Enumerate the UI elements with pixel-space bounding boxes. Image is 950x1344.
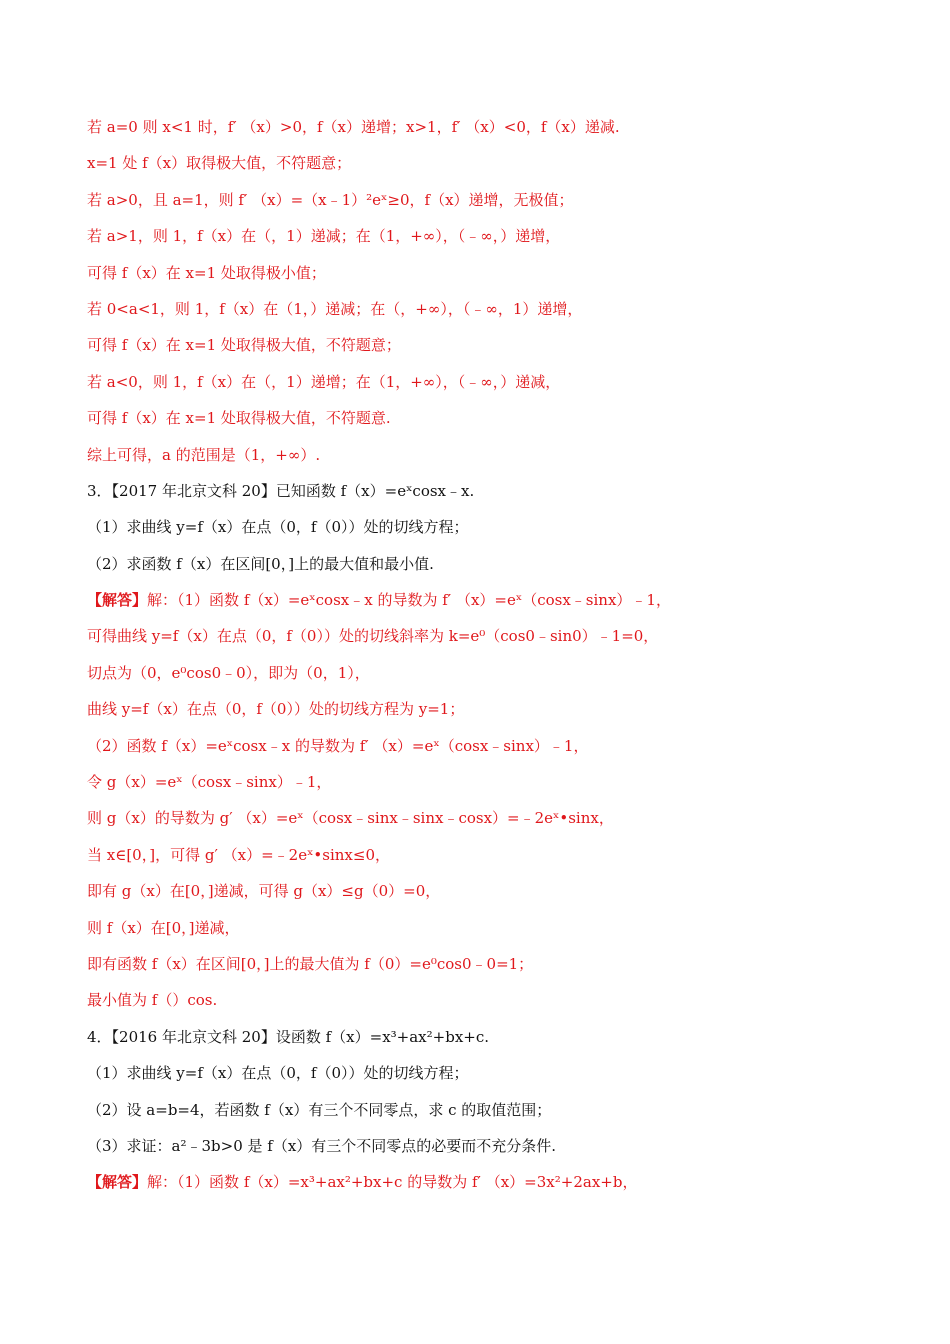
line-text: 令 g（x）=eˣ（cosx﹣sinx）﹣1， [87, 773, 332, 792]
text-line [87, 764, 887, 800]
line-text: 解：（1）函数 f（x）=eˣcosx﹣x 的导数为 f′ （x）=eˣ（cosx﹣sinx）﹣1， [147, 591, 671, 610]
text-line [87, 800, 887, 836]
line-text: 可得 f（x）在 x=1 处取得极大值，不符题意. [87, 409, 391, 428]
text-line [87, 728, 887, 764]
line-text: x=1 处 f（x）取得极大值，不符题意； [87, 154, 352, 173]
text-line [87, 837, 887, 873]
text-line [87, 1128, 887, 1164]
answer-tag: 【解答】 [87, 1173, 148, 1192]
text-line [87, 582, 887, 618]
line-text: 曲线 y=f（x）在点（0，f（0））处的切线方程为 y=1； [87, 700, 465, 719]
line-text: （2）求函数 f（x）在区间[0，]上的最大值和最小值. [87, 554, 434, 573]
line-text: 若 0<a<1，则 1，f（x）在（1，）递减；在（，+∞），（﹣∞，1）递增， [87, 299, 583, 318]
line-text: （1）求曲线 y=f（x）在点（0，f（0））处的切线方程； [87, 1064, 469, 1083]
line-text: 则 f（x）在[0，]递减， [87, 918, 240, 937]
line-text: （3）求证：a²﹣3b>0 是 f（x）有三个不同零点的必要而不充分条件. [87, 1136, 557, 1155]
text-line [87, 327, 887, 363]
line-text: 则 g（x）的导数为 g′ （x）=eˣ（cosx﹣sinx﹣sinx﹣cosx）=﹣2eˣ•sinx， [87, 809, 614, 828]
line-text: 4．【2016 年北京文科 20】设函数 f（x）=x³+ax²+bx+c. [87, 1027, 490, 1046]
text-line [87, 400, 887, 436]
line-text: 即有函数 f（x）在区间[0，]上的最大值为 f（0）=e⁰cos0﹣0=1； [87, 954, 534, 973]
text-line [87, 1164, 887, 1200]
line-text: 若 a>0，且 a=1，则 f′ （x）=（x﹣1）²eˣ≥0，f（x）递增，无极值； [87, 190, 574, 209]
line-text: 3．【2017 年北京文科 20】已知函数 f（x）=eˣcosx﹣x. [87, 481, 475, 500]
text-line [87, 145, 887, 181]
line-text: 可得 f（x）在 x=1 处取得极小值； [87, 263, 326, 282]
text-line [87, 291, 887, 327]
text-line [87, 109, 887, 145]
line-text: 可得 f（x）在 x=1 处取得极大值，不符题意； [87, 336, 401, 355]
text-line [87, 1019, 887, 1055]
line-text: 最小值为 f（）cos. [87, 991, 218, 1010]
text-line [87, 546, 887, 582]
text-line [87, 910, 887, 946]
line-text: 若 a<0，则 1，f（x）在（，1）递增；在（1，+∞），（﹣∞，）递减， [87, 372, 561, 391]
line-text: 可得曲线 y=f（x）在点（0，f（0））处的切线斜率为 k=e⁰（cos0﹣sin0）﹣1=0， [87, 627, 659, 646]
text-line [87, 946, 887, 982]
line-text: 若 a=0 则 x<1 时，f′ （x）>0，f（x）递增；x>1，f′ （x）<0，f（x）递减. [87, 118, 620, 136]
text-line [87, 1092, 887, 1128]
text-line [87, 691, 887, 727]
line-text: 解：（1）函数 f（x）=x³+ax²+bx+c 的导数为 f′ （x）=3x²+2ax+b， [147, 1173, 638, 1192]
text-line [87, 437, 887, 473]
line-text: 切点为（0，e⁰cos0﹣0），即为（0，1）， [87, 663, 370, 682]
line-text: （1）求曲线 y=f（x）在点（0，f（0））处的切线方程； [87, 518, 469, 537]
line-text: 即有 g（x）在[0，]递减，可得 g（x）≤g（0）=0， [87, 882, 441, 901]
text-line [87, 509, 887, 545]
text-line [87, 218, 887, 254]
text-line [87, 655, 887, 691]
line-text: 当 x∈[0，]，可得 g′ （x）=﹣2eˣ•sinx≤0， [87, 845, 391, 864]
line-text: （2）设 a=b=4，若函数 f（x）有三个不同零点，求 c 的取值范围； [87, 1100, 552, 1119]
line-text: 若 a>1，则 1，f（x）在（，1）递减；在（1，+∞），（﹣∞，）递增， [87, 227, 561, 246]
text-line [87, 473, 887, 509]
text-line [87, 364, 887, 400]
line-text: 综上可得，a 的范围是（1，+∞）. [87, 445, 321, 464]
text-line [87, 618, 887, 654]
text-line [87, 1055, 887, 1091]
text-line [87, 182, 887, 218]
answer-tag: 【解答】 [87, 591, 148, 610]
text-line [87, 873, 887, 909]
line-text: （2）函数 f（x）=eˣcosx﹣x 的导数为 f′ （x）=eˣ（cosx﹣sinx）﹣1， [87, 736, 589, 755]
text-line [87, 255, 887, 291]
text-line [87, 982, 887, 1018]
document-body [87, 109, 887, 1201]
